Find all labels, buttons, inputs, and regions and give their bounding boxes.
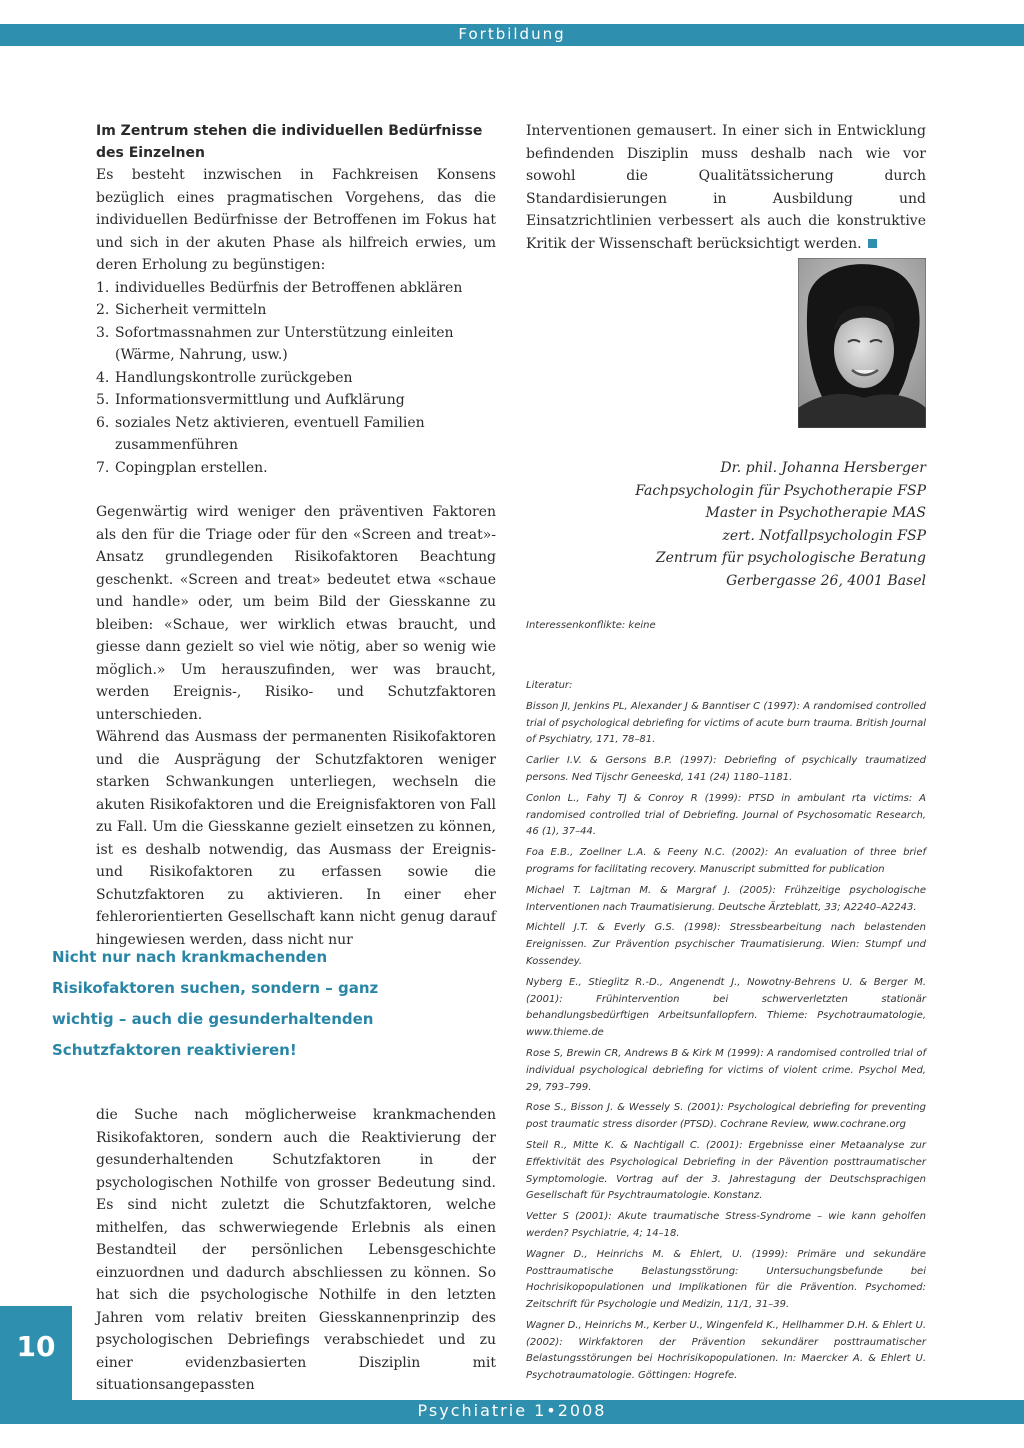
reference-item: Steil R., Mitte K. & Nachtigall C. (2001): Ergebnisse einer Metaanalyse zur Effektivität des Psychological Debriefing in der Pävention posttraumatischer Symptomologie. Vortrag auf der 3. Jahrestagung der Deutschsprachigen Gesellschaft für Psychtraumatologie. Konstanz. [526, 1139, 926, 1202]
reference-item: Carlier I.V. & Gersons B.P. (1997): Debriefing of psychically traumatized persons. Ned Tijschr Geneeskd, 141 (24) 1180–1181. [526, 755, 926, 783]
author-title: Master in Psychotherapie MAS [705, 505, 926, 521]
references-heading: Literatur: [526, 680, 573, 691]
reference-item: Michael T. Lajtman M. & Margraf J. (2005): Frühzeitige psychologische Interventionen nach Traumatisierung. Deutsche Ärzteblatt, 33; A2240–A2243. [526, 884, 926, 913]
list-item: 4. Handlungskontrolle zurückgeben [96, 369, 353, 386]
page-number: 10 [16, 1330, 56, 1363]
author-photo [798, 258, 926, 428]
intro-paragraph: Es besteht inzwischen in Fachkreisen Konsens bezüglich eines pragmatischen Vorgehens, das die individuellen Bedürfnisse der Betroffenen im Fokus hat und sich in der akuten Phase als hilfreich erwies, um deren Erholung zu begünstigen: [96, 167, 496, 273]
author-title: zert. Notfallpsychologin FSP [722, 527, 926, 544]
list-item: 7. Copingplan erstellen. [96, 459, 268, 476]
pull-quote-line: wichtig – auch die gesunderhaltenden [52, 1010, 374, 1028]
reference-item: Michtell J.T. & Everly G.S. (1998): Stressbearbeitung nach belastenden Ereignissen. Zur Prävention psychischer Traumatisierung. Wien: Stumpf und Kossendey. [526, 922, 926, 967]
author-address: Gerbergasse 26, 4001 Basel [726, 572, 926, 589]
conflict-of-interest: Interessenkonflikte: keine [526, 620, 656, 631]
author-caption [560, 457, 926, 592]
reference-item: Wagner D., Heinrichs M., Kerber U., Wingenfeld K., Hellhammer D.H. & Ehlert U. (2002): Wirkfaktoren der Prävention sekundärer posttraumatischer Belastungsstörungen bei Hochrisikopopulationen. In: Maercker A. & Ehlert U. Psychotraumatologie. Göttingen: Hogrefe. [526, 1319, 926, 1382]
reference-item: Wagner D., Heinrichs M. & Ehlert, U. (1999): Primäre und sekundäre Posttraumatische Belastungsstörung: Untersuchungsbefunde bei Hochrisikopopulationen und Implikationen für die Prävention. Psychomed: Zeitschrift für Psychologie und Medizin, 11/1, 31–39. [526, 1248, 926, 1311]
journal-issue: Psychiatrie 1•2008 [417, 1401, 607, 1420]
list-item: 5. Informationsvermittlung und Aufklärung [96, 392, 405, 408]
left-column-upper [96, 120, 496, 951]
author-affiliation: Zentrum für psychologische Beratung [655, 550, 926, 566]
left-column-lower [96, 1104, 496, 1397]
references [526, 678, 926, 1389]
reference-item: Conlon L., Fahy TJ & Conroy R (1999): PTSD in ambulant rta victims: A randomised controlled trial of Debriefing. Journal of Psychosomatic Research, 46 (1), 37–44. [526, 792, 926, 838]
body-paragraph: Gegenwärtig wird weniger den präventiven Faktoren als den für die Triage oder für den «Screen and treat»-Ansatz grundlegenden Risikofaktoren Beachtung geschenkt. «Screen and treat» bedeutet etwa «schaue und handle» oder, um beim Bild der Giesskanne zu bleiben: «Schaue, wer wirklich etwas braucht, und giesse dann gezielt so viel wie nötig, aber so wenig wie möglich.» Um herauszufinden, wer was braucht, werden Ereignis-, Risiko- und Schutzfaktoren unterschieden. [96, 504, 496, 723]
list-item: 1. individuelles Bedürfnis der Betroffenen abklären [96, 279, 463, 296]
reference-item: Rose S., Bisson J. & Wessely S. (2001): Psychological debriefing for preventing post traumatic stress disorder (PTSD). Cochrane Review, www.cochrane.org [526, 1102, 926, 1131]
body-paragraph: die Suche nach möglicherweise krankmachenden Risikofaktoren, sondern auch die Reaktivierung der gesunderhaltenden Schutzfaktoren in der psychologischen Nothilfe von grosser Bedeutung sind. Es sind nicht zuletzt die Schutzfaktoren, welche mithelfen, das schwerwiegende Erlebnis als einen Bestandteil der persönlichen Lebensgeschichte einzuordnen und dadurch abschliessen zu können. So hat sich die psychologische Nothilfe in den letzten Jahren vom relativ breiten Giesskannenprinzip des psychologischen Debriefings verabschiedet und zu einer evidenzbasierten Disziplin mit situationsangepassten [96, 1107, 496, 1393]
pull-quote-line: Schutzfaktoren reaktivieren! [52, 1041, 297, 1059]
end-of-article-marker [868, 239, 877, 248]
footer-bar [0, 1400, 1024, 1424]
list-item: 6. soziales Netz aktivieren, eventuell Familien zusammenführen [96, 414, 425, 453]
author-name: Dr. phil. Johanna Hersberger [720, 460, 926, 476]
pull-quote [52, 942, 492, 1066]
reference-item: Vetter S (2001): Akute traumatische Stress-Syndrome – wie kann geholfen werden? Psychiatrie, 4; 14–18. [526, 1211, 926, 1239]
section-header-bar [0, 24, 1024, 46]
list-item: 2. Sicherheit vermitteln [96, 302, 267, 318]
right-column [526, 120, 926, 255]
pull-quote-line: Nicht nur nach krankmachenden [52, 948, 328, 966]
needs-list [96, 277, 496, 480]
section-title: Fortbildung [458, 25, 566, 43]
reference-item: Nyberg E., Stieglitz R.-D., Angenendt J., Nowotny-Behrens U. & Berger M. (2001): Frühintervention bei schwerverletzten stationär behandlungsbedürftigen Arbeitsunfallopfern. Thieme: Psychotraumatologie, www.thieme.de [526, 976, 926, 1039]
reference-item: Rose S, Brewin CR, Andrews B & Kirk M (1999): A randomised controlled trial of individual psychological debriefing for victims of violent crime. Psychol Med, 29, 793–799. [526, 1047, 926, 1093]
author-title: Fachpsychologin für Psychotherapie FSP [635, 482, 926, 499]
pull-quote-line: Risikofaktoren suchen, sondern – ganz [52, 979, 379, 997]
page-number-tab [0, 1306, 72, 1400]
reference-item: Bisson JI, Jenkins PL, Alexander J & Banntiser C (1997): A randomised controlled trial of psychological debriefing for victims of acute burn trauma. British Journal of Psychiatry, 171, 78–81. [526, 700, 926, 746]
list-item: 3. Sofortmassnahmen zur Unterstützung einleiten (Wärme, Nahrung, usw.) [96, 324, 454, 363]
reference-item: Foa E.B., Zoellner L.A. & Feeny N.C. (2002): An evaluation of three brief programs for facilitating recovery. Manuscript submitted for publication [526, 847, 926, 875]
paragraph-spacer [96, 479, 496, 501]
section-heading: Im Zentrum stehen die individuellen Bedürfnisse des Einzelnen [96, 123, 483, 161]
body-paragraph: Interventionen gemausert. In einer sich in Entwicklung befindenden Disziplin muss deshalb nach wie vor sowohl die Qualitätssicherung durch Standardisierungen in Ausbildung und Einsatzrichtlinien verbessert als auch die konstruktive Kritik der Wissenschaft berücksichtigt werden. [526, 123, 926, 252]
body-paragraph: Während das Ausmass der permanenten Risikofaktoren und die Ausprägung der Schutzfaktoren weniger starken Schwankungen unterliegen, wechseln die akuten Risikofaktoren und die Ereignisfaktoren von Fall zu Fall. Um die Giesskanne gezielt einsetzen zu können, ist es deshalb notwendig, das Ausmass der Ereignis- und Risikofaktoren zu erfassen sowie die Schutzfaktoren zu aktivieren. In einer eher fehlerorientierten Gesellschaft kann nicht genug darauf hingewiesen werden, dass nicht nur [96, 729, 496, 948]
